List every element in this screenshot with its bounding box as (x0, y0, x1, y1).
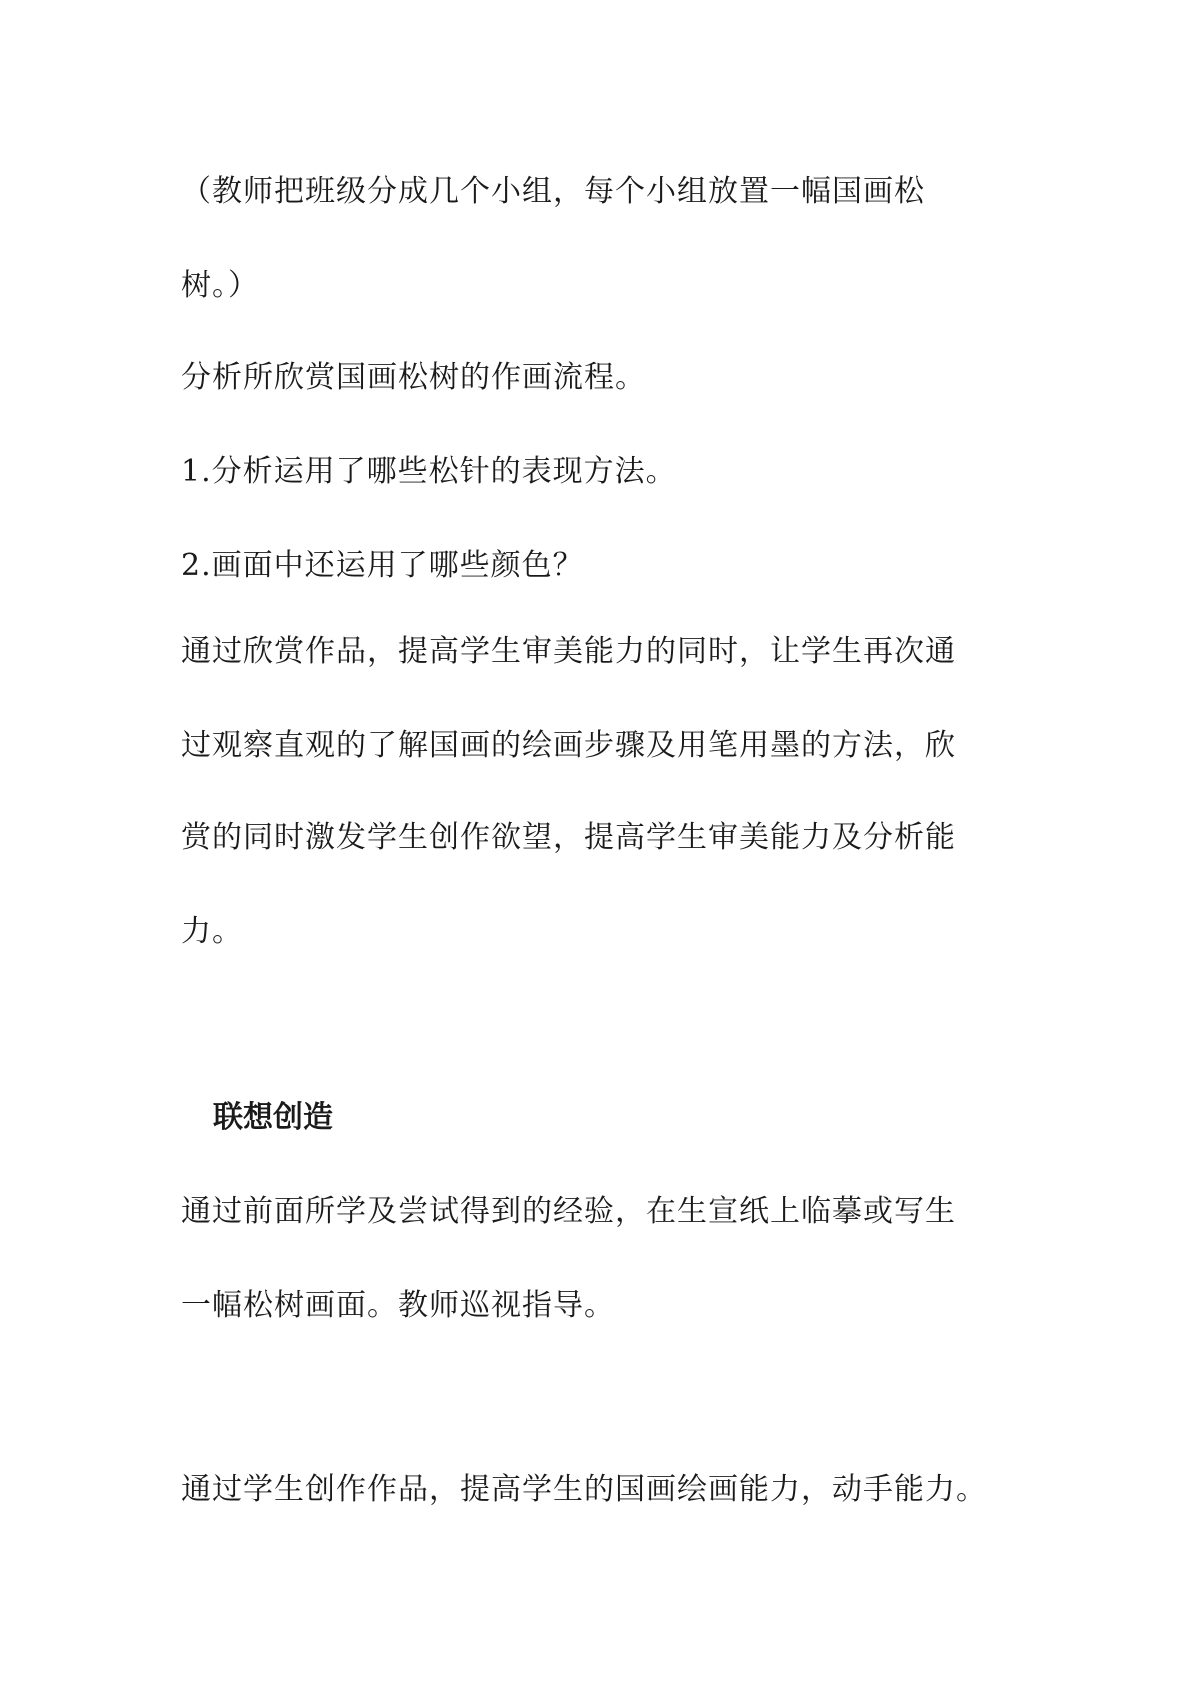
paragraph-3-line-2: 过观察直观的了解国画的绘画步骤及用笔用墨的方法，欣 (181, 728, 956, 763)
paragraph-5: 通过学生创作作品，提高学生的国画绘画能力，动手能力。 (181, 1472, 987, 1507)
paragraph-1-line-1: （教师把班级分成几个小组，每个小组放置一幅国画松 (181, 174, 925, 209)
list-item-2: 2.画面中还运用了哪些颜色？ (181, 548, 584, 583)
paragraph-3-line-4: 力。 (181, 914, 243, 949)
paragraph-4-line-1: 通过前面所学及尝试得到的经验，在生宣纸上临摹或写生 (181, 1194, 956, 1229)
paragraph-2: 分析所欣赏国画松树的作画流程。 (181, 360, 646, 395)
paragraph-1-line-2: 树。） (181, 268, 259, 303)
paragraph-3-line-3: 赏的同时激发学生创作欲望，提高学生审美能力及分析能 (181, 820, 956, 855)
list-item-1: 1.分析运用了哪些松针的表现方法。 (181, 454, 677, 489)
paragraph-3-line-1: 通过欣赏作品，提高学生审美能力的同时，让学生再次通 (181, 634, 956, 669)
paragraph-4-line-2: 一幅松树画面。教师巡视指导。 (181, 1288, 615, 1323)
section-heading: 联想创造 (213, 1100, 333, 1135)
